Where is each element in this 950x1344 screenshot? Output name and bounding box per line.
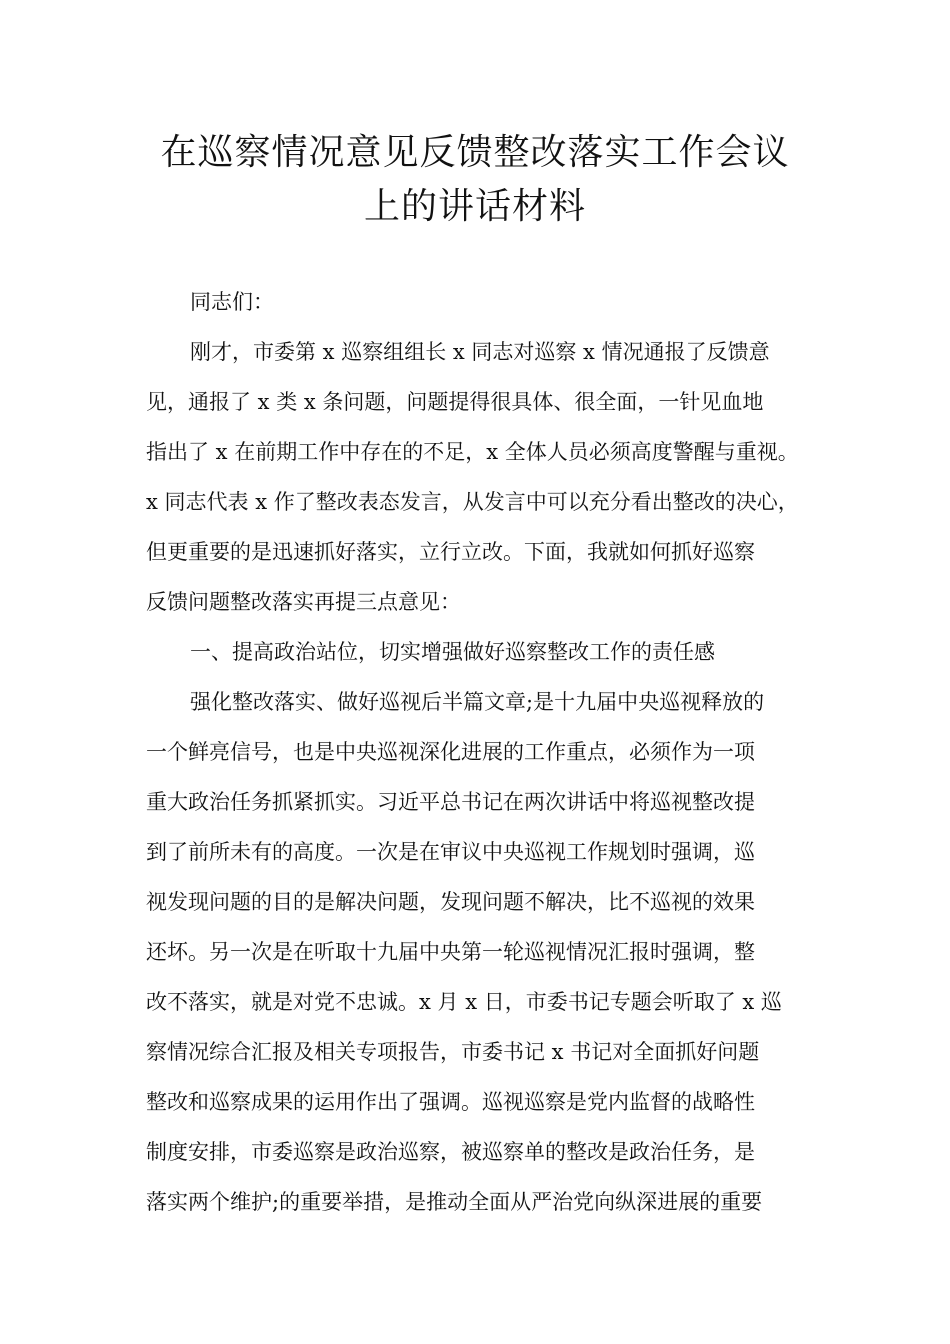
paragraph-2-line-1: 强化整改落实、做好巡视后半篇文章;是十九届中央巡视释放的 xyxy=(190,690,765,714)
paragraph-2-line-11: 落实两个维护;的重要举措，是推动全面从严治党向纵深进展的重要 xyxy=(146,1190,763,1214)
paragraph-2-line-9: 整改和巡察成果的运用作出了强调。巡视巡察是党内监督的战略性 xyxy=(146,1090,755,1114)
paragraph-1-line-2: 见，通报了 x 类 x 条问题，问题提得很具体、很全面，一针见血地 xyxy=(146,390,764,414)
document-title-line-2: 上的讲话材料 xyxy=(363,186,586,227)
section-heading-1: 一、提高政治站位，切实增强做好巡察整改工作的责任感 xyxy=(190,640,715,664)
paragraph-2-line-4: 到了前所未有的高度。一次是在审议中央巡视工作规划时强调，巡 xyxy=(146,840,755,864)
paragraph-1-line-4: x 同志代表 x 作了整改表态发言，从发言中可以充分看出整改的决心， xyxy=(146,490,799,514)
paragraph-2-line-8: 察情况综合汇报及相关专项报告，市委书记 x 书记对全面抓好问题 xyxy=(146,1040,760,1064)
paragraph-2-line-2: 一个鲜亮信号，也是中央巡视深化进展的工作重点，必须作为一项 xyxy=(146,740,755,764)
paragraph-1-line-3: 指出了 x 在前期工作中存在的不足，x 全体人员必须高度警醒与重视。 xyxy=(146,440,799,464)
salutation: 同志们： xyxy=(190,290,274,314)
paragraph-2-line-10: 制度安排，市委巡察是政治巡察，被巡察单的整改是政治任务，是 xyxy=(146,1140,755,1164)
document-title-line-1: 在巡察情况意见反馈整改落实工作会议 xyxy=(160,132,790,173)
paragraph-2-line-5: 视发现问题的目的是解决问题，发现问题不解决，比不巡视的效果 xyxy=(146,890,755,914)
paragraph-2-line-7: 改不落实，就是对党不忠诚。x 月 x 日，市委书记专题会听取了 x 巡 xyxy=(146,990,782,1014)
paragraph-1-line-6: 反馈问题整改落实再提三点意见： xyxy=(146,590,461,614)
paragraph-1-line-1: 刚才，市委第 x 巡察组组长 x 同志对巡察 x 情况通报了反馈意 xyxy=(190,340,770,364)
paragraph-1-line-5: 但更重要的是迅速抓好落实，立行立改。下面，我就如何抓好巡察 xyxy=(146,540,755,564)
paragraph-2-line-3: 重大政治任务抓紧抓实。习近平总书记在两次讲话中将巡视整改提 xyxy=(146,790,755,814)
paragraph-2-line-6: 还坏。另一次是在听取十九届中央第一轮巡视情况汇报时强调，整 xyxy=(146,940,755,964)
